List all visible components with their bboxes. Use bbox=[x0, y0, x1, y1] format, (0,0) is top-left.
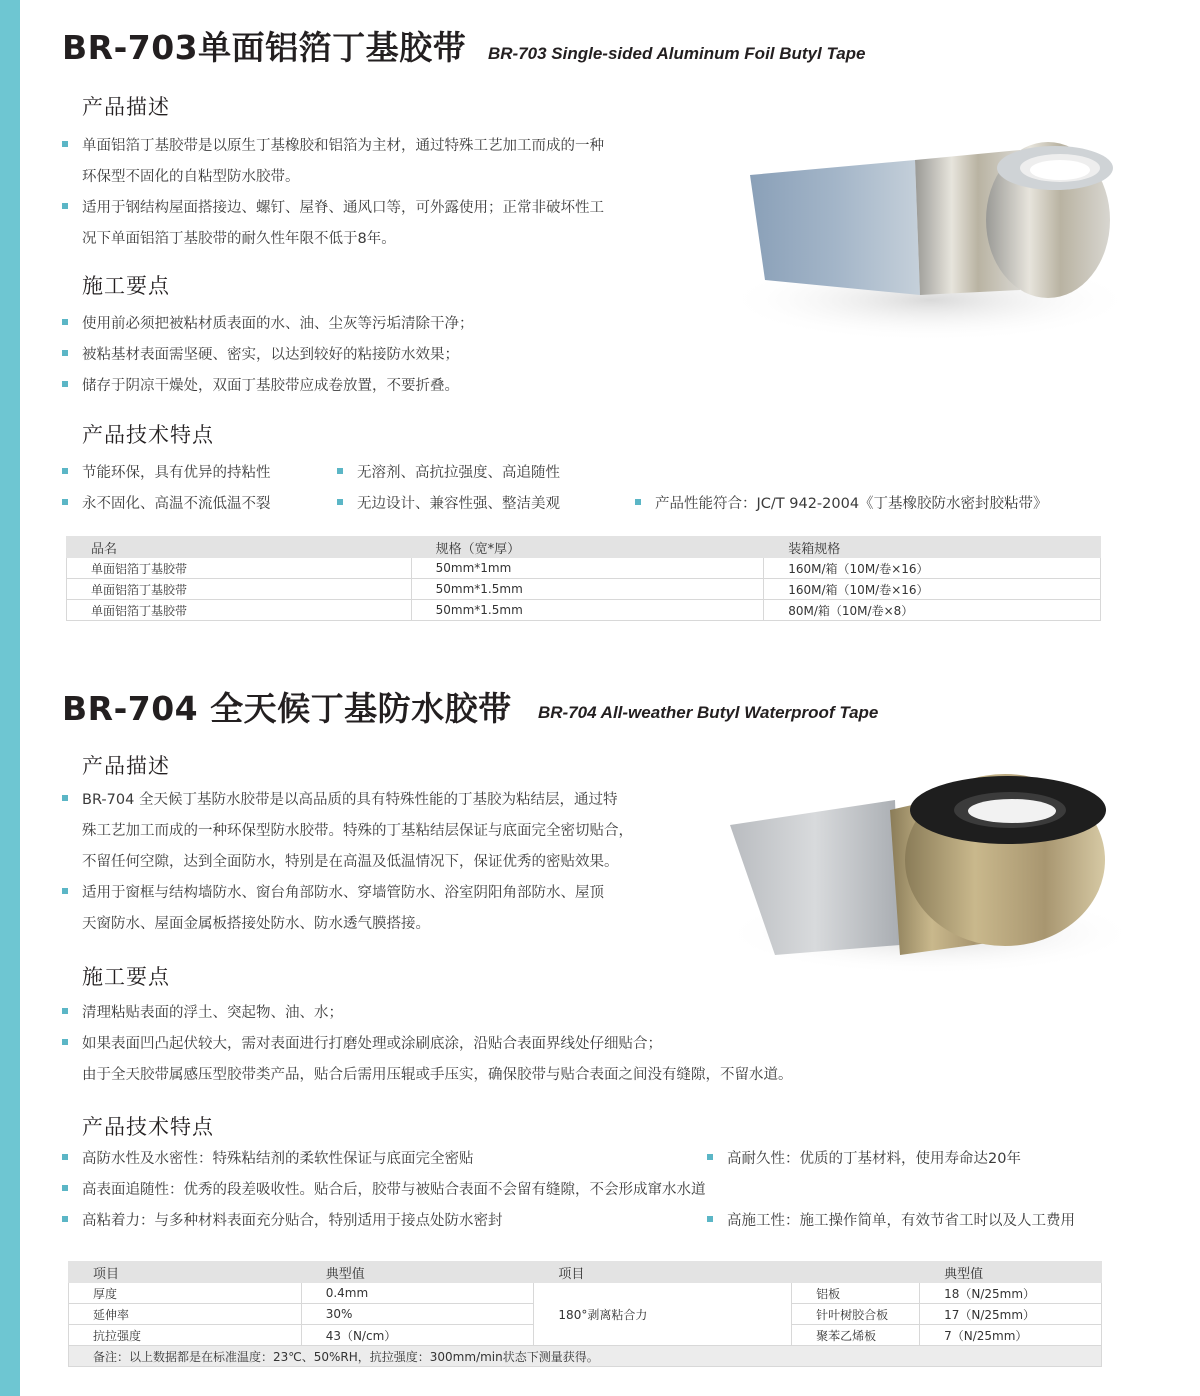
table-cell: 50mm*1mm bbox=[411, 558, 764, 579]
table-cell: 18（N/25mm） bbox=[920, 1283, 1102, 1304]
table-cell: 7（N/25mm） bbox=[920, 1325, 1102, 1346]
table-header-cell: 典型值 bbox=[920, 1262, 1102, 1283]
table-cell: 43（N/cm） bbox=[301, 1325, 534, 1346]
bullet-square-icon bbox=[62, 1185, 68, 1191]
s1-features-heading: 产品技术特点 bbox=[82, 423, 214, 447]
s2-desc-heading: 产品描述 bbox=[82, 754, 170, 778]
bullet-square-icon bbox=[337, 499, 343, 505]
s2-desc-item-cont: 不留任何空隙，达到全面防水，特别是在高温及低温情况下，保证优秀的密贴效果。 bbox=[82, 854, 619, 870]
s1-construction-list bbox=[62, 309, 474, 402]
table-header-cell: 项目 bbox=[69, 1262, 302, 1283]
s1-desc-item-cont: 况下单面铝箔丁基胶带的耐久性年限不低于8年。 bbox=[82, 231, 396, 247]
table-cell: 17（N/25mm） bbox=[920, 1304, 1102, 1325]
s2-desc-item-cont: 殊工艺加工而成的一种环保型防水胶带。特殊的丁基粘结层保证与底面完全密切贴合， bbox=[82, 823, 633, 839]
table-row bbox=[69, 1283, 1102, 1304]
bullet-square-icon bbox=[62, 1008, 68, 1014]
table-cell: 单面铝箔丁基胶带 bbox=[67, 600, 412, 621]
table-row bbox=[67, 558, 1101, 579]
s1-feat-item: 节能环保，具有优异的持粘性 bbox=[62, 458, 271, 489]
table-row bbox=[67, 600, 1101, 621]
table-header-row bbox=[69, 1262, 1102, 1283]
table-cell: 160M/箱（10M/卷×16） bbox=[764, 579, 1101, 600]
bullet-square-icon bbox=[635, 499, 641, 505]
butyl-waterproof-tape-roll-image bbox=[720, 765, 1140, 980]
table-cell: 针叶树胶合板 bbox=[792, 1304, 920, 1325]
s2-cons-item-cont: 由于全天胶带属感压型胶带类产品，贴合后需用压辊或手压实，确保胶带与贴合表面之间没有缝隙，不留水道。 bbox=[82, 1067, 793, 1083]
aluminum-foil-tape-roll-image bbox=[720, 120, 1140, 345]
bullet-square-icon bbox=[62, 468, 68, 474]
s2-desc-item: 适用于窗框与结构墙防水、窗台角部防水、穿墙管防水、浴室阴阳角部防水、屋顶 bbox=[62, 878, 633, 909]
table-note: 备注：以上数据都是在标准温度：23℃、50%RH，抗拉强度：300mm/min状态下测量获得。 bbox=[69, 1346, 1102, 1367]
table-note-row bbox=[69, 1346, 1102, 1367]
s1-feat-item: 无溶剂、高抗拉强度、高追随性 bbox=[337, 458, 560, 489]
bullet-square-icon bbox=[62, 319, 68, 325]
bullet-square-icon bbox=[62, 381, 68, 387]
table-cell: 80M/箱（10M/卷×8） bbox=[764, 600, 1101, 621]
bullet-square-icon bbox=[62, 203, 68, 209]
s1-cons-item: 被粘基材表面需坚硬、密实，以达到较好的粘接防水效果； bbox=[62, 340, 474, 371]
s1-title-en: BR-703 Single-sided Aluminum Foil Butyl Tape bbox=[488, 44, 866, 63]
table-row bbox=[67, 579, 1101, 600]
table-cell: 延伸率 bbox=[69, 1304, 302, 1325]
s1-cons-item: 使用前必须把被粘材质表面的水、油、尘灰等污垢清除干净； bbox=[62, 309, 474, 340]
s1-feat-item: 永不固化、高温不流低温不裂 bbox=[62, 489, 271, 520]
table-header-row bbox=[67, 537, 1101, 558]
s2-feat-item: 高施工性：施工操作简单，有效节省工时以及人工费用 bbox=[707, 1206, 1075, 1237]
table-cell: 30% bbox=[301, 1304, 534, 1325]
bullet-square-icon bbox=[62, 1039, 68, 1045]
table-cell-peel: 180°剥离粘合力 bbox=[534, 1283, 792, 1346]
s1-desc-item-cont: 环保型不固化的自粘型防水胶带。 bbox=[82, 169, 300, 185]
bullet-square-icon bbox=[62, 1216, 68, 1222]
table-cell: 50mm*1.5mm bbox=[411, 600, 764, 621]
side-accent-bar bbox=[0, 0, 20, 1396]
bullet-square-icon bbox=[707, 1216, 713, 1222]
table-cell: 铝板 bbox=[792, 1283, 920, 1304]
s2-feat-item: 高耐久性：优质的丁基材料，使用寿命达20年 bbox=[707, 1144, 1021, 1175]
table-header-cell: 项目 bbox=[534, 1262, 792, 1283]
s2-cons-item: 如果表面凹凸起伏较大，需对表面进行打磨处理或涂刷底涂，沿贴合表面界线处仔细贴合； bbox=[62, 1029, 793, 1060]
s2-spec-table bbox=[68, 1261, 1102, 1367]
s1-cons-item: 储存于阴凉干燥处，双面丁基胶带应成卷放置，不要折叠。 bbox=[62, 371, 474, 402]
s2-feat-item: 高表面追随性：优秀的段差吸收性。贴合后，胶带与被贴合表面不会留有缝隙，不会形成窜水水道 bbox=[62, 1175, 706, 1206]
s1-desc-item: 单面铝箔丁基胶带是以原生丁基橡胶和铝箔为主材，通过特殊工艺加工而成的一种 bbox=[62, 131, 604, 162]
s2-desc-item: BR-704 全天候丁基防水胶带是以高品质的具有特殊性能的丁基胶为粘结层，通过特 bbox=[62, 785, 633, 816]
s2-desc-item-cont: 天窗防水、屋面金属板搭接处防水、防水透气膜搭接。 bbox=[82, 916, 430, 932]
s2-desc-list bbox=[62, 785, 633, 940]
s1-desc-item: 适用于钢结构屋面搭接边、螺钉、屋脊、通风口等，可外露使用；正常非破坏性工 bbox=[62, 193, 604, 224]
table-header-cell: 装箱规格 bbox=[764, 537, 1101, 558]
s1-spec-table bbox=[66, 536, 1101, 621]
bullet-square-icon bbox=[62, 888, 68, 894]
bullet-square-icon bbox=[337, 468, 343, 474]
s2-feat-item: 高防水性及水密性：特殊粘结剂的柔软性保证与底面完全密贴 bbox=[62, 1144, 474, 1175]
s2-title-en: BR-704 All-weather Butyl Waterproof Tape bbox=[538, 703, 879, 722]
table-cell: 单面铝箔丁基胶带 bbox=[67, 558, 412, 579]
table-header-cell: 品名 bbox=[67, 537, 412, 558]
table-header-cell: 典型值 bbox=[301, 1262, 534, 1283]
table-cell: 50mm*1.5mm bbox=[411, 579, 764, 600]
s1-desc-list bbox=[62, 131, 604, 255]
table-cell: 160M/箱（10M/卷×16） bbox=[764, 558, 1101, 579]
s1-feat-item: 无边设计、兼容性强、整洁美观 bbox=[337, 489, 560, 520]
s2-cons-item: 清理粘贴表面的浮土、突起物、油、水； bbox=[62, 998, 793, 1029]
s2-feat-item: 高粘着力：与多种材料表面充分贴合，特别适用于接点处防水密封 bbox=[62, 1206, 503, 1237]
table-cell: 聚苯乙烯板 bbox=[792, 1325, 920, 1346]
table-cell: 单面铝箔丁基胶带 bbox=[67, 579, 412, 600]
s2-title-cn: BR-704 全天候丁基防水胶带 bbox=[62, 689, 512, 728]
s2-construction-list bbox=[62, 998, 793, 1091]
bullet-square-icon bbox=[62, 795, 68, 801]
s1-desc-heading: 产品描述 bbox=[82, 95, 170, 119]
s1-title-cn: BR-703单面铝箔丁基胶带 bbox=[62, 28, 467, 67]
table-header-cell: 规格（宽*厚） bbox=[411, 537, 764, 558]
bullet-square-icon bbox=[62, 1154, 68, 1160]
s1-feat-item: 产品性能符合：JC/T 942-2004《丁基橡胶防水密封胶粘带》 bbox=[635, 489, 1048, 520]
table-cell: 抗拉强度 bbox=[69, 1325, 302, 1346]
bullet-square-icon bbox=[62, 350, 68, 356]
bullet-square-icon bbox=[707, 1154, 713, 1160]
bullet-square-icon bbox=[62, 141, 68, 147]
table-header-cell bbox=[792, 1262, 920, 1283]
s2-features-heading: 产品技术特点 bbox=[82, 1115, 214, 1139]
table-cell: 厚度 bbox=[69, 1283, 302, 1304]
s1-construction-heading: 施工要点 bbox=[82, 274, 170, 298]
bullet-square-icon bbox=[62, 499, 68, 505]
table-cell: 0.4mm bbox=[301, 1283, 534, 1304]
s2-construction-heading: 施工要点 bbox=[82, 965, 170, 989]
